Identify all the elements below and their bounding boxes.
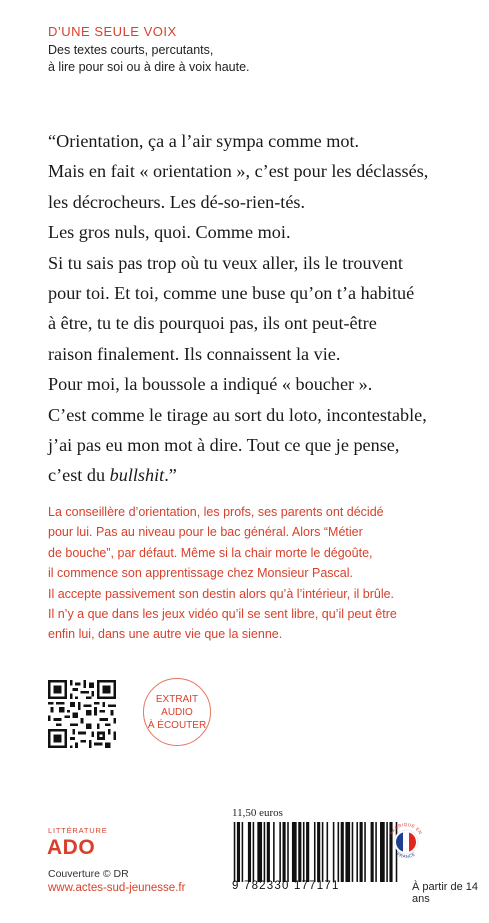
book-summary [48, 502, 397, 645]
series-description [48, 42, 250, 76]
made-in-france-bottom: FRANCE [395, 851, 417, 860]
summary-line: enfin lui, dans une autre vie que la sienne. [48, 627, 283, 642]
series-description-line: à lire pour soi ou à dire à voix haute. [48, 60, 250, 74]
quote-line: C’est comme le tirage au sort du loto, incontestable, [48, 404, 427, 425]
quote-last-prefix: c’est du [48, 465, 110, 486]
quote-line: Si tu sais pas trop où tu veux aller, ils le trouvent [48, 252, 403, 273]
age-label: À partir de 14 ans [412, 881, 479, 905]
quote-line: Mais en fait « orientation », c’est pour les déclassés, [48, 161, 429, 182]
quote-line: Les gros nuls, quoi. Comme moi. [48, 222, 291, 243]
back-cover-quote [48, 126, 428, 491]
made-in-france-icon [383, 818, 429, 864]
made-in-france-top: FABRIQUÉ EN [388, 821, 424, 836]
summary-line: Il n’y a que dans les jeux vidéo qu’il se sent libre, qu’il peut être [48, 607, 397, 622]
price: 11,50 euros [232, 807, 283, 819]
qr-code-icon[interactable] [48, 680, 116, 748]
publisher-link[interactable]: www.actes-sud-jeunesse.fr [48, 882, 186, 894]
series-description-line: Des textes courts, percutants, [48, 43, 214, 57]
collection-label: LITTÉRATURE [48, 826, 108, 835]
cover-credit: Couverture © DR [48, 868, 129, 880]
audio-extract-badge[interactable] [143, 678, 211, 746]
quote-last-line [48, 460, 428, 490]
audio-badge-line: AUDIO [161, 706, 193, 718]
series-title: D’UNE SEULE VOIX [48, 24, 177, 39]
quote-line: les décrocheurs. Les dé-so-rien-tés. [48, 191, 306, 212]
quote-line: pour toi. Et toi, comme une buse qu’on t’a habitué [48, 283, 415, 304]
quote-line: Pour moi, la boussole a indiqué « boucher ». [48, 374, 373, 395]
quote-last-suffix: .” [164, 465, 177, 486]
audio-badge-line: EXTRAIT [155, 693, 199, 705]
quote-line: à être, tu te dis pourquoi pas, ils ont peut-être [48, 313, 377, 334]
quote-emphasis: bullshit [109, 465, 165, 486]
summary-line: de bouche”, par défaut. Même si la chair morte le dégoûte, [48, 545, 373, 560]
summary-line: pour lui. Pas au niveau pour le bac général. Alors “Métier [48, 525, 363, 540]
summary-line: Il accepte passivement son destin alors qu’à l’intérieur, il brûle. [48, 586, 395, 601]
barcode-digits: 9 782330 177171 [232, 880, 340, 892]
audio-badge-line: À ÉCOUTER [147, 719, 207, 731]
quote-line: j’ai pas eu mon mot à dire. Tout ce que je pense, [48, 435, 400, 456]
summary-line: La conseillère d’orientation, les profs, ses parents ont décidé [48, 505, 384, 519]
quote-line: raison finalement. Ils connaissent la vie. [48, 343, 341, 364]
summary-line: il commence son apprentissage chez Monsieur Pascal. [48, 566, 354, 581]
ado-logo: ADO [47, 836, 96, 859]
barcode-icon [232, 822, 398, 882]
quote-line: “Orientation, ça a l’air sympa comme mot. [48, 131, 360, 151]
